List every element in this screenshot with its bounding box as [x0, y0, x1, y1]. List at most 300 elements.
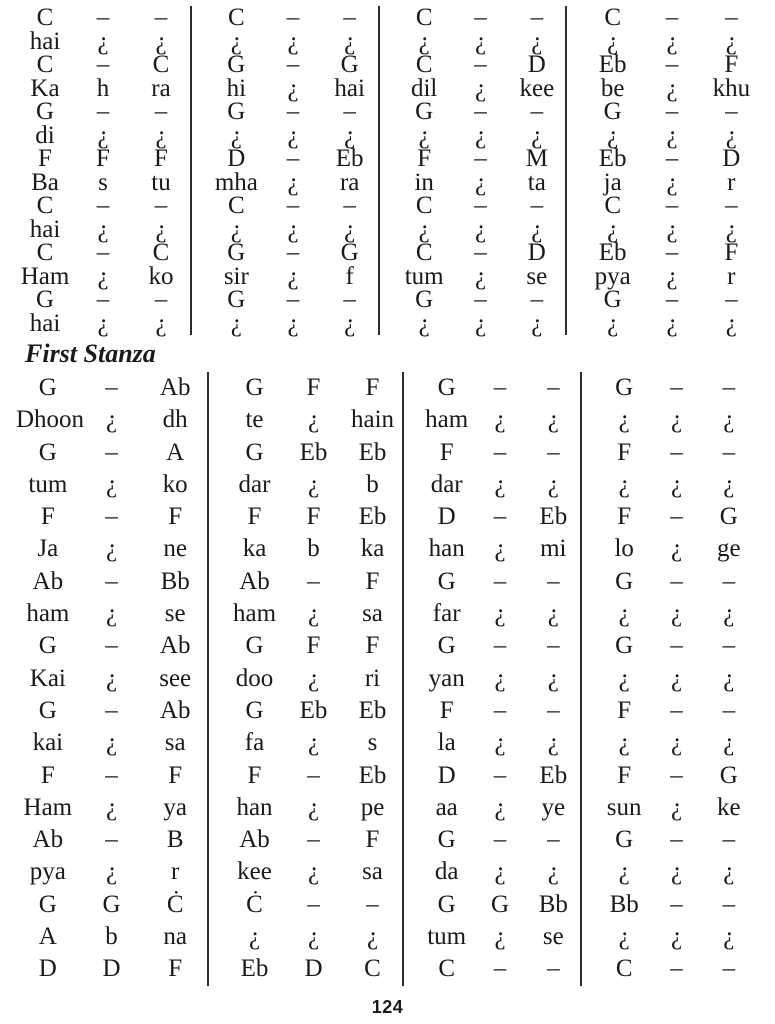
notation-cell: – — [493, 955, 507, 983]
notation-cell: ya — [163, 793, 187, 821]
notation-cell: F — [38, 145, 52, 172]
measure-3 — [402, 792, 580, 824]
notation-cell: G — [245, 438, 264, 466]
notation-cell: F — [306, 374, 321, 401]
measure-4 — [580, 372, 755, 404]
notation-cell: – — [670, 761, 683, 789]
notation-cell: Ab — [159, 632, 191, 660]
measure-4 — [580, 695, 755, 727]
notation-cell: far — [432, 600, 461, 628]
measure-1 — [0, 121, 190, 149]
notation-cell: ¿ — [366, 923, 379, 951]
notation-cell: G — [35, 286, 55, 313]
measure-2 — [207, 630, 402, 662]
measure-1 — [0, 760, 207, 792]
notation-cell: Ja — [37, 535, 59, 563]
notation-cell: Ham — [20, 262, 70, 290]
notation-cell: – — [722, 632, 736, 660]
notation-cell: b — [366, 470, 379, 498]
notation-cell: – — [725, 98, 738, 125]
notation-cell: tum — [28, 470, 68, 498]
notation-cell: ¿ — [547, 664, 559, 692]
notation-cell: ¿ — [723, 729, 735, 757]
measure-2 — [190, 241, 378, 265]
notation-cell: D — [527, 51, 546, 78]
notation-row — [0, 533, 775, 565]
notation-row — [0, 469, 775, 501]
measure-2 — [190, 147, 378, 171]
notation-cell: Eb — [358, 696, 387, 724]
page-number: 124 — [371, 996, 404, 1017]
notation-cell: Eb — [539, 503, 568, 531]
measure-3 — [378, 288, 565, 312]
notation-cell: se — [542, 923, 564, 951]
notation-cell: hai — [334, 74, 365, 102]
notation-cell: ke — [717, 793, 741, 821]
measure-4 — [565, 241, 761, 265]
notation-cell: be — [600, 74, 625, 102]
measure-1 — [0, 469, 207, 501]
measure-2 — [207, 372, 402, 404]
measure-3 — [402, 598, 580, 630]
notation-cell: – — [366, 890, 379, 918]
measure-3 — [378, 215, 565, 243]
measure-3 — [402, 727, 580, 759]
notation-cell: G — [227, 239, 246, 266]
notation-cell: G — [340, 51, 359, 78]
measure-1 — [0, 404, 207, 436]
notation-cell: G — [719, 761, 738, 789]
notation-cell: ¿ — [418, 27, 430, 55]
measure-3 — [378, 74, 565, 102]
measure-1 — [0, 372, 207, 404]
measure-1 — [0, 27, 190, 55]
notation-row — [0, 100, 775, 124]
notation-cell: Ab — [159, 374, 191, 401]
notation-cell: F — [365, 632, 380, 660]
notation-row — [0, 760, 775, 792]
notation-cell: G — [227, 51, 246, 78]
notation-cell: G — [603, 286, 622, 313]
notation-cell: s — [367, 729, 378, 757]
notation-cell: – — [670, 890, 683, 918]
measure-2 — [207, 404, 402, 436]
notation-cell: na — [163, 923, 187, 951]
notation-cell: – — [530, 286, 544, 313]
notation-cell: F — [365, 567, 380, 595]
notation-row — [0, 824, 775, 856]
notation-cell: – — [154, 286, 168, 313]
notation-row — [0, 309, 775, 337]
notation-cell: – — [105, 826, 118, 854]
measure-2 — [207, 760, 402, 792]
measure-3 — [402, 856, 580, 888]
measure-2 — [190, 288, 378, 312]
notation-cell: C — [438, 955, 455, 983]
notation-cell: yan — [428, 664, 465, 692]
notation-cell: mi — [540, 535, 567, 563]
notation-cell: C — [36, 239, 54, 266]
notation-cell: Eb — [299, 438, 328, 466]
notation-cell: G — [437, 632, 456, 660]
notation-cell: – — [286, 239, 300, 266]
notation-row — [0, 6, 775, 30]
notation-cell: – — [474, 239, 487, 266]
notation-cell: ¿ — [230, 309, 242, 337]
measure-4 — [580, 566, 755, 598]
measure-1 — [0, 533, 207, 565]
notation-cell: ¿ — [618, 923, 630, 951]
notation-cell: ¿ — [607, 121, 619, 149]
notation-cell: ¿ — [344, 215, 356, 243]
notation-cell: ¿ — [723, 600, 735, 628]
notation-cell: ¿ — [474, 215, 487, 243]
notation-cell: F — [617, 438, 632, 466]
notation-cell: G — [437, 374, 456, 401]
notation-cell: – — [670, 632, 683, 660]
notation-cell: r — [727, 262, 736, 290]
notation-cell: – — [665, 239, 679, 266]
notation-cell: – — [722, 955, 736, 983]
notation-row — [0, 262, 775, 290]
measure-2 — [207, 663, 402, 695]
notation-cell: G — [615, 374, 634, 401]
measure-4 — [580, 598, 755, 630]
notation-cell: ¿ — [618, 858, 630, 886]
notation-cell: ¿ — [474, 168, 487, 196]
notation-cell: ¿ — [666, 309, 678, 337]
notation-cell: C — [227, 192, 245, 219]
measure-3 — [378, 147, 565, 171]
notation-cell: C — [227, 4, 245, 31]
notation-cell: ¿ — [307, 470, 320, 498]
notation-cell: – — [493, 696, 507, 724]
notation-cell: – — [530, 4, 544, 31]
notation-cell: F — [96, 145, 110, 172]
notation-cell: ¿ — [670, 664, 683, 692]
measure-3 — [378, 309, 565, 337]
notation-cell: sun — [606, 793, 642, 821]
notation-cell: ¿ — [307, 729, 320, 757]
notation-cell: ¿ — [307, 793, 320, 821]
notation-cell: ¿ — [105, 535, 118, 563]
notation-cell: – — [96, 4, 110, 31]
notation-cell: ¿ — [307, 858, 320, 886]
notation-cell: – — [493, 826, 507, 854]
notation-cell: – — [474, 145, 487, 172]
notation-cell: – — [286, 4, 300, 31]
measure-4 — [580, 953, 755, 985]
notation-cell: – — [725, 192, 738, 219]
notation-cell: C — [604, 192, 621, 219]
notation-cell: te — [245, 406, 264, 434]
notation-cell: khu — [712, 74, 751, 102]
notation-cell: F — [365, 374, 380, 401]
notation-cell: ¿ — [344, 309, 356, 337]
notation-cell: ¿ — [344, 27, 356, 55]
notation-cell: tum — [427, 923, 467, 951]
notation-cell: – — [530, 192, 544, 219]
measure-1 — [0, 215, 190, 243]
notation-cell: – — [286, 98, 300, 125]
notation-cell: F — [365, 826, 380, 854]
notation-cell: hai — [29, 215, 61, 243]
measure-3 — [402, 663, 580, 695]
notation-cell: mha — [214, 168, 258, 196]
measure-2 — [190, 215, 378, 243]
measure-4 — [580, 921, 755, 953]
notation-cell: ¿ — [248, 923, 261, 951]
notation-cell: Ċ — [166, 890, 184, 918]
notation-cell: – — [493, 438, 507, 466]
notation-cell: ¿ — [494, 729, 506, 757]
measure-3 — [402, 824, 580, 856]
measure-3 — [402, 889, 580, 921]
notation-cell: ¿ — [97, 262, 109, 290]
notation-cell: – — [547, 826, 560, 854]
notation-cell: ¿ — [287, 74, 299, 102]
notation-cell: – — [493, 632, 507, 660]
notation-cell: Ab — [159, 696, 191, 724]
notation-cell: see — [159, 664, 192, 692]
measure-2 — [190, 27, 378, 55]
notation-cell: – — [286, 286, 300, 313]
notation-cell: – — [725, 286, 738, 313]
notation-cell: ¿ — [287, 121, 299, 149]
notation-cell: ¿ — [670, 470, 683, 498]
notation-grid-opening — [0, 6, 775, 335]
notation-cell: – — [665, 98, 679, 125]
notation-cell: Eb — [335, 145, 364, 172]
measure-2 — [190, 262, 378, 290]
notation-cell: ¿ — [474, 309, 487, 337]
notation-row — [0, 288, 775, 312]
measure-4 — [580, 889, 755, 921]
measure-1 — [0, 309, 190, 337]
notation-cell: G — [38, 632, 57, 660]
notation-cell: G — [437, 826, 456, 854]
measure-2 — [190, 100, 378, 124]
notation-cell: ¿ — [547, 729, 559, 757]
notation-cell: – — [547, 955, 560, 983]
notation-cell: ¿ — [287, 215, 299, 243]
notation-cell: ¿ — [670, 793, 683, 821]
notation-cell: ¿ — [230, 27, 242, 55]
measure-4 — [565, 53, 761, 77]
notation-cell: – — [96, 98, 110, 125]
measure-2 — [207, 792, 402, 824]
measure-1 — [0, 100, 190, 124]
notation-cell: ¿ — [666, 27, 678, 55]
notation-cell: G — [245, 374, 264, 401]
notation-cell: dar — [238, 470, 271, 498]
notation-cell: G — [38, 890, 57, 918]
notation-cell: F — [154, 145, 168, 172]
notation-cell: – — [474, 98, 487, 125]
measure-4 — [580, 727, 755, 759]
notation-cell: ¿ — [670, 535, 683, 563]
notation-row — [0, 74, 775, 102]
measure-3 — [402, 566, 580, 598]
notation-row — [0, 566, 775, 598]
measure-4 — [565, 74, 761, 102]
notation-cell: F — [617, 696, 632, 724]
notation-cell: – — [96, 51, 110, 78]
notation-cell: ¿ — [307, 664, 320, 692]
measure-3 — [402, 501, 580, 533]
measure-2 — [207, 856, 402, 888]
notation-cell: A — [166, 438, 185, 466]
notation-cell: Ab — [32, 567, 64, 595]
notation-cell: tum — [404, 262, 444, 290]
notation-cell: ¿ — [670, 406, 683, 434]
notation-row — [0, 437, 775, 469]
notation-cell: ¿ — [307, 406, 320, 434]
measure-4 — [580, 501, 755, 533]
notation-cell: ¿ — [494, 470, 506, 498]
measure-2 — [190, 309, 378, 337]
measure-1 — [0, 501, 207, 533]
measure-3 — [402, 372, 580, 404]
notation-row — [0, 889, 775, 921]
notation-cell: ¿ — [105, 729, 118, 757]
notation-cell: – — [670, 374, 683, 401]
notation-cell: ¿ — [494, 535, 506, 563]
notation-cell: G — [437, 567, 456, 595]
notation-cell: ¿ — [494, 600, 506, 628]
notation-row — [0, 792, 775, 824]
notation-cell: doo — [235, 664, 274, 692]
notation-cell: ¿ — [723, 858, 735, 886]
notation-cell: – — [307, 761, 320, 789]
notation-row — [0, 598, 775, 630]
notation-cell: ¿ — [666, 74, 678, 102]
notation-cell: – — [670, 567, 683, 595]
notation-cell: Eb — [299, 696, 328, 724]
notation-cell: – — [307, 567, 320, 595]
measure-2 — [207, 469, 402, 501]
measure-4 — [565, 6, 761, 30]
notation-cell: D — [38, 955, 57, 983]
measure-2 — [190, 121, 378, 149]
notation-cell: – — [286, 192, 300, 219]
measure-1 — [0, 889, 207, 921]
notation-cell: hain — [350, 406, 395, 434]
measure-4 — [580, 437, 755, 469]
notation-cell: ¿ — [723, 470, 735, 498]
notation-cell: Bb — [160, 567, 190, 595]
notation-cell: ¿ — [723, 664, 735, 692]
measure-3 — [402, 921, 580, 953]
notation-cell: ¿ — [547, 470, 559, 498]
notation-cell: – — [474, 51, 487, 78]
notation-cell: F — [40, 761, 55, 789]
notation-cell: Eb — [539, 761, 568, 789]
notation-cell: ne — [163, 535, 187, 563]
notation-cell: – — [96, 239, 110, 266]
measure-1 — [0, 792, 207, 824]
notation-cell: – — [286, 145, 300, 172]
notation-cell: han — [236, 793, 273, 821]
measure-2 — [207, 921, 402, 953]
notation-grid-first-stanza — [0, 372, 775, 986]
notation-cell: ¿ — [97, 27, 109, 55]
notation-row — [0, 27, 775, 55]
notation-cell: Ba — [31, 168, 59, 196]
notation-cell: la — [437, 729, 456, 757]
notation-cell: B — [166, 826, 184, 854]
notation-cell: – — [722, 826, 736, 854]
notation-cell: G — [415, 286, 434, 313]
notation-cell: A — [38, 923, 57, 951]
notation-cell: C — [415, 239, 433, 266]
notation-cell: C — [415, 192, 433, 219]
measure-3 — [378, 6, 565, 30]
measure-4 — [565, 121, 761, 149]
notation-cell: – — [343, 286, 356, 313]
measure-4 — [565, 100, 761, 124]
notation-cell: – — [547, 567, 560, 595]
measure-3 — [402, 630, 580, 662]
measure-4 — [580, 533, 755, 565]
notation-cell: Kai — [29, 664, 66, 692]
notation-row — [0, 921, 775, 953]
notation-row — [0, 727, 775, 759]
notation-cell: ka — [242, 535, 267, 563]
notation-cell: ¿ — [531, 121, 543, 149]
measure-2 — [207, 824, 402, 856]
notation-cell: Eb — [358, 503, 387, 531]
notation-cell: ko — [148, 262, 174, 290]
notation-cell: C — [36, 192, 54, 219]
notation-cell: sa — [362, 858, 383, 886]
notation-cell: da — [434, 858, 459, 886]
notation-cell: – — [530, 98, 544, 125]
notation-cell: D — [102, 955, 121, 983]
notation-cell: Ċ — [246, 890, 263, 918]
notation-cell: F — [40, 503, 55, 531]
measure-3 — [402, 404, 580, 436]
notation-cell: ¿ — [494, 858, 506, 886]
measure-4 — [565, 194, 761, 218]
notation-cell: – — [343, 4, 356, 31]
notation-row — [0, 168, 775, 196]
notation-cell: – — [722, 696, 736, 724]
measure-4 — [565, 168, 761, 196]
notation-row — [0, 953, 775, 985]
notation-cell: – — [105, 374, 118, 401]
notation-cell: ¿ — [474, 262, 487, 290]
notation-cell: G — [38, 374, 57, 401]
measure-1 — [0, 695, 207, 727]
measure-3 — [378, 53, 565, 77]
notation-cell: C — [364, 955, 381, 983]
notation-cell: pya — [29, 858, 66, 886]
notation-row — [0, 53, 775, 77]
notation-cell: hai — [29, 309, 61, 337]
measure-4 — [565, 147, 761, 171]
notation-cell: C — [415, 4, 433, 31]
notation-cell: D — [304, 955, 323, 983]
notation-cell: ko — [162, 470, 188, 498]
notation-cell: – — [665, 286, 679, 313]
notation-cell: – — [474, 286, 487, 313]
measure-1 — [0, 566, 207, 598]
notation-cell: – — [493, 567, 507, 595]
notation-cell: ¿ — [230, 215, 242, 243]
notation-cell: – — [722, 890, 736, 918]
notation-cell: Eb — [240, 955, 269, 983]
